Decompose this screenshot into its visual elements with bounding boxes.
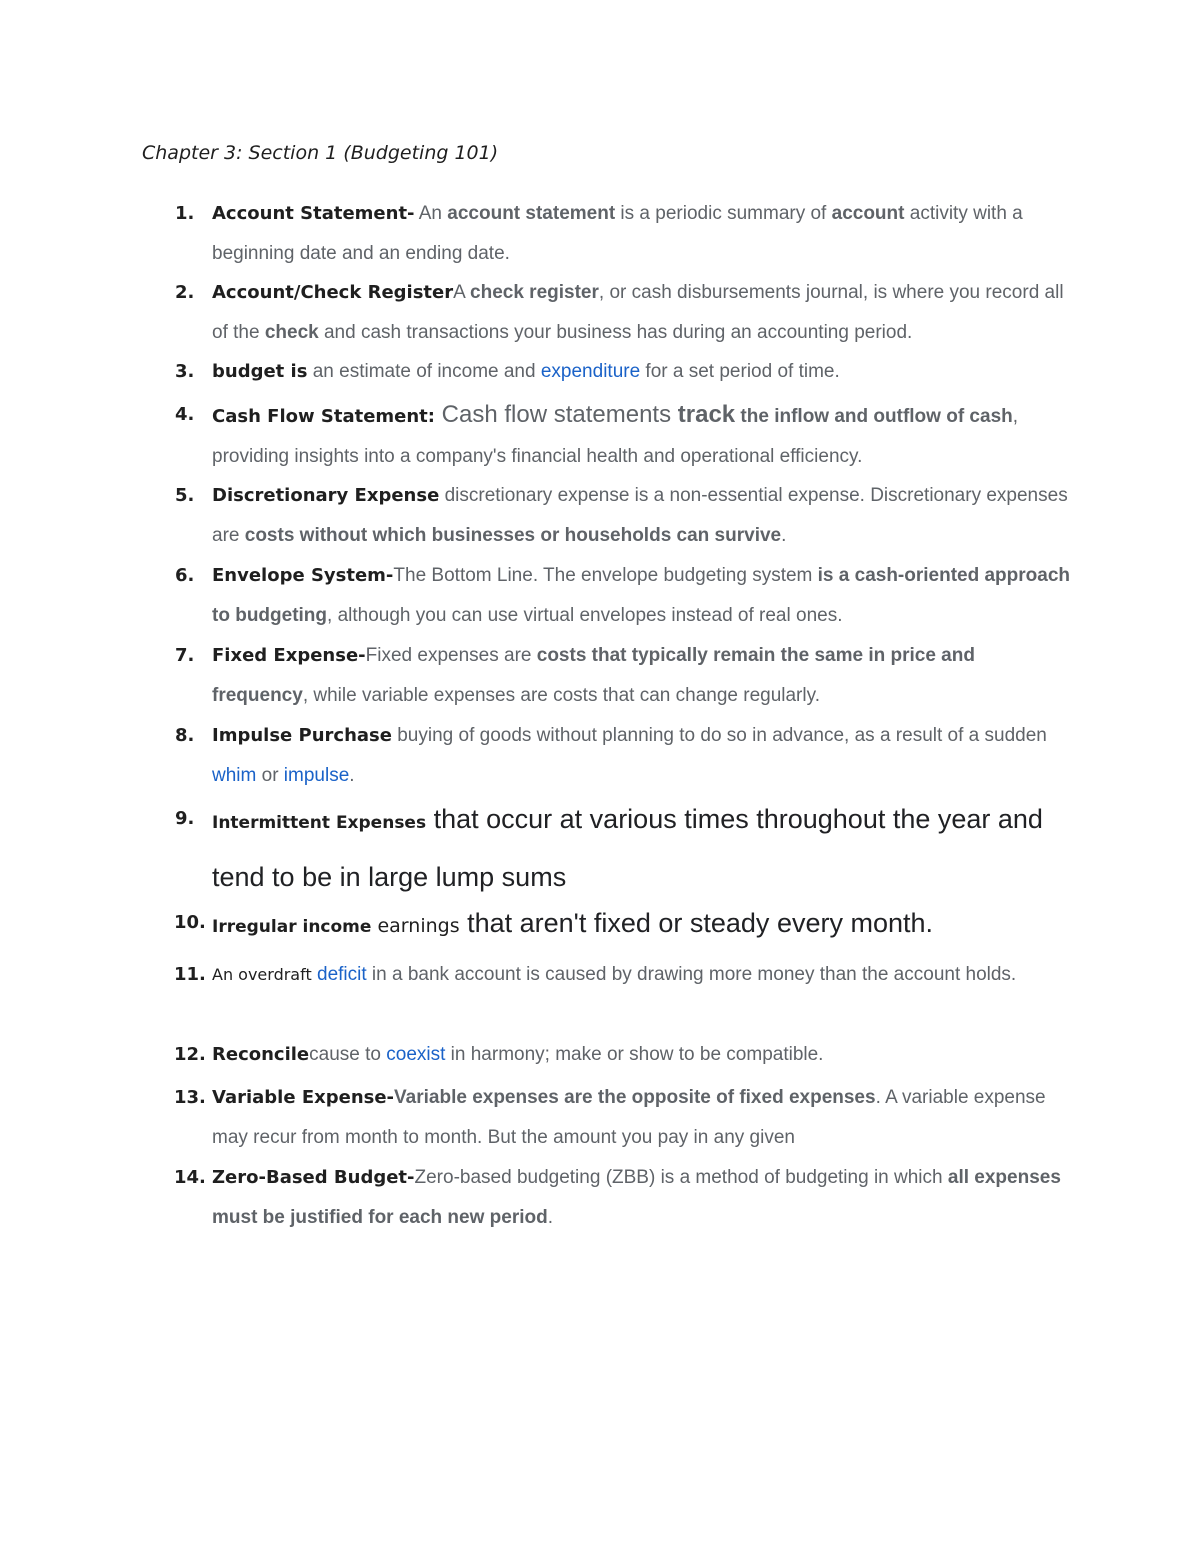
item-text: that occur at various times throughout the year and tend to be in large lump sums — [212, 804, 1043, 892]
item-text: Cash flow statements — [435, 401, 678, 428]
item-text: in harmony; make or show to be compatible. — [445, 1044, 824, 1065]
item-term: budget is — [212, 361, 308, 382]
item-emphasis: Variable expenses are the opposite of fixed expenses — [394, 1087, 876, 1108]
list-item — [174, 1158, 1072, 1238]
item-emphasis: check register — [470, 282, 599, 303]
item-text: . — [349, 765, 355, 786]
item-text: . — [781, 525, 787, 546]
item-number: 6. — [175, 565, 195, 586]
deficit-link[interactable]: deficit — [317, 964, 367, 985]
item-text: , although you can use virtual envelopes instead of real ones. — [327, 605, 843, 626]
item-number: 1. — [175, 203, 195, 224]
item-emphasis: track — [677, 401, 736, 428]
item-term: Cash Flow Statement: — [212, 406, 435, 427]
item-term: Envelope System- — [212, 565, 394, 586]
item-text: . A variable expense may recur from month to month. But the amount you pay in any given — [212, 1087, 1046, 1148]
item-emphasis: check — [264, 322, 319, 343]
item-number: 9. — [175, 808, 195, 829]
item-number: 5. — [175, 485, 195, 506]
list-item — [174, 955, 1072, 995]
list-item — [175, 792, 1072, 908]
list-item — [175, 556, 1072, 636]
item-text: and cash transactions your business has during an accounting period. — [318, 322, 913, 343]
item-number: 14. — [174, 1167, 206, 1188]
item-text: or — [256, 765, 284, 786]
item-term: Intermittent Expenses — [212, 813, 427, 833]
item-number: 10. — [174, 912, 206, 933]
item-term: Fixed Expense- — [212, 645, 366, 666]
item-number: 7. — [175, 645, 195, 666]
item-term: Account Statement- — [212, 203, 415, 224]
item-number: 4. — [175, 404, 195, 425]
coexist-link[interactable]: coexist — [386, 1044, 446, 1065]
item-text: A — [453, 282, 471, 303]
item-emphasis: costs that typically remain the same in price and frequency — [212, 645, 975, 706]
item-text: , providing insights into a company's financial health and operational efficiency. — [212, 406, 1019, 467]
item-text: The Bottom Line. The envelope budgeting system — [393, 565, 818, 586]
item-text: Zero-based budgeting (ZBB) is a method of budgeting in which — [414, 1167, 948, 1188]
list-item — [174, 903, 1072, 947]
item-number: 2. — [175, 282, 195, 303]
list-item — [175, 273, 1072, 353]
impulse-link[interactable]: impulse — [283, 765, 350, 786]
list-item — [175, 352, 1072, 392]
item-emphasis: is a cash-oriented approach to budgeting — [212, 565, 1071, 626]
item-text: discretionary expense is a non-essential expense. Discretionary expenses are — [212, 485, 1068, 546]
item-term: Account/Check Register — [212, 282, 454, 303]
item-number: 11. — [174, 964, 206, 985]
item-term: Impulse Purchase — [212, 725, 392, 746]
item-emphasis: the inflow and outflow of cash — [735, 406, 1013, 427]
item-text: buying of goods without planning to do so in advance, as a result of a sudden — [391, 725, 1047, 746]
list-item — [175, 716, 1072, 796]
item-text: . — [547, 1207, 554, 1228]
expenditure-link[interactable]: expenditure — [540, 361, 641, 382]
item-text: for a set period of time. — [640, 361, 840, 382]
list-item — [174, 1078, 1072, 1158]
item-text: an estimate of income and — [307, 361, 541, 382]
item-term: Reconcile — [212, 1044, 310, 1065]
item-text: that aren't fixed or steady every month. — [459, 908, 934, 938]
item-emphasis: all expenses must be justified for each new period — [212, 1167, 1061, 1228]
item-number: 8. — [175, 725, 195, 746]
list-item — [174, 1035, 1072, 1075]
list-item — [175, 194, 1072, 274]
item-text: earnings — [371, 915, 460, 937]
item-term: Irregular income — [212, 917, 372, 937]
item-text: Fixed expenses are — [365, 645, 537, 666]
page-title: Chapter 3: Section 1 (Budgeting 101) — [142, 142, 499, 164]
item-emphasis: costs without which businesses or households can survive — [244, 525, 782, 546]
item-text: is a periodic summary of — [615, 203, 832, 224]
item-term: Discretionary Expense — [212, 485, 440, 506]
item-number: 13. — [174, 1087, 206, 1108]
item-emphasis: account statement — [447, 203, 616, 224]
item-number: 12. — [174, 1044, 206, 1065]
item-text: cause to — [309, 1044, 387, 1065]
item-text: activity with a beginning date and an ending date. — [212, 203, 1023, 264]
item-emphasis: account — [831, 203, 905, 224]
list-item — [175, 636, 1072, 716]
item-term: Zero-Based Budget- — [212, 1167, 415, 1188]
item-text: , or cash disbursements journal, is where you record all of the — [212, 282, 1064, 343]
item-term: Variable Expense- — [212, 1087, 395, 1108]
list-item — [175, 395, 1072, 477]
item-text: in a bank account is caused by drawing more money than the account holds. — [366, 964, 1017, 985]
whim-link[interactable]: whim — [212, 765, 257, 786]
list-item — [175, 476, 1072, 556]
item-number: 3. — [175, 361, 195, 382]
item-text: An — [414, 203, 448, 224]
item-text: , while variable expenses are costs that can change regularly. — [302, 685, 820, 706]
item-term: An overdraft — [212, 965, 312, 984]
